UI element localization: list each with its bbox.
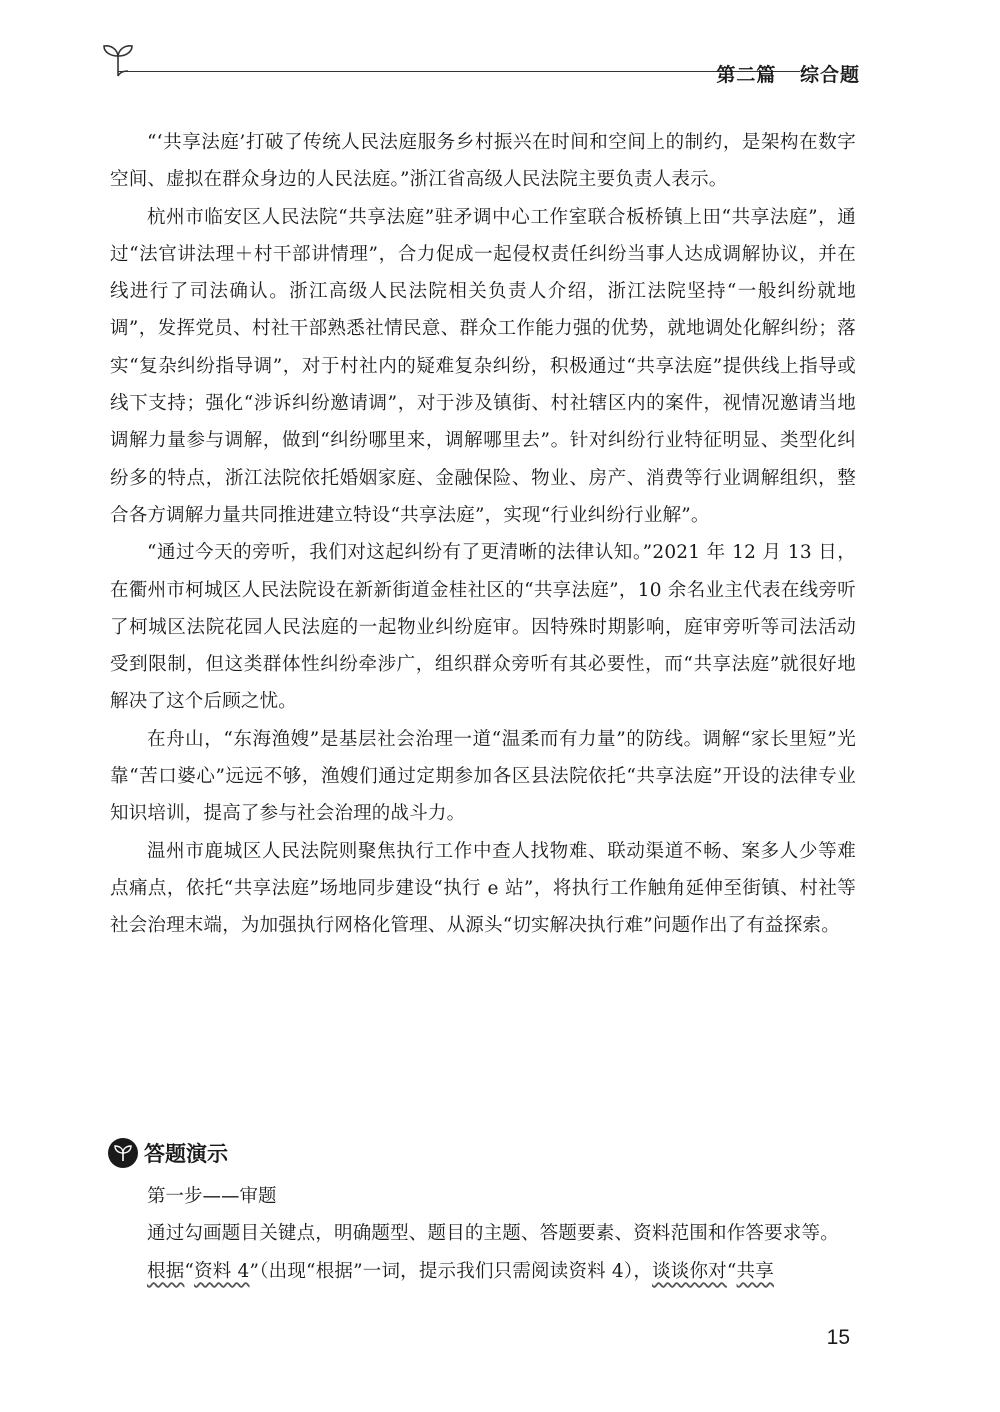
paragraph-4: 在舟山，“东海渔嫂”是基层社会治理一道“温柔而有力量”的防线。调解“家长里短”光靠“苦口婆心”远远不够，渔嫂们通过定期参加各区县法院依托“共享法庭”开设的法律专业知识培训，提高了参与社会治理的战斗力。 — [110, 728, 856, 825]
sprout-icon — [100, 40, 136, 80]
answer-section-body — [110, 1178, 856, 1290]
paragraph-5: 温州市鹿城区人民法院则聚焦执行工作中查人找物难、联动渠道不畅、案多人少等难点痛点，依托“共享法庭”场地同步建设“执行 e 站”，将执行工作触角延伸至街镇、村社等社会治理末端，为加强执行网格化管理、从源头“切实解决执行难”问题作出了有益探索。 — [110, 840, 856, 937]
page-header — [100, 40, 860, 90]
keyword-genju: 根据 — [147, 1260, 185, 1282]
keyword-share: 共享 — [736, 1260, 774, 1282]
header-rule — [118, 71, 800, 72]
paragraph-2: 杭州市临安区人民法院“共享法庭”驻矛调中心工作室联合板桥镇上田“共享法庭”，通过“法官讲法理＋村干部讲情理”，合力促成一起侵权责任纠纷当事人达成调解协议，并在线进行了司法确认。浙江高级人民法院相关负责人介绍，浙江法院坚持“一般纠纷就地调”，发挥党员、村社干部熟悉社情民意、群众工作能力强的优势，就地调处化解纠纷；落实“复杂纠纷指导调”，对于村社内的疑难复杂纠纷，积极通过“共享法庭”提供线上指导或线下支持；强化“涉诉纠纷邀请调”，对于涉及镇街、村社辖区内的案件，视情况邀请当地调解力量参与调解，做到“纠纷哪里来，调解哪里去”。针对纠纷行业特征明显、类型化纠纷多的特点，浙江法院依托婚姻家庭、金融保险、物业、房产、消费等行业调解组织，整合各方调解力量共同推进建立特设“共享法庭”，实现“行业纠纷行业解”。 — [110, 206, 856, 526]
question-text-1: “ — [184, 1260, 195, 1282]
chapter-section: 综合题 — [799, 64, 860, 86]
page-number: 15 — [826, 1326, 850, 1349]
keyword-material: 资料 4 — [194, 1260, 250, 1282]
answer-section-heading — [108, 1135, 228, 1171]
paragraph-3: “通过今天的旁听，我们对这起纠纷有了更清晰的法律认知。”2021 年 12 月 13 日，在衢州市柯城区人民法院设在新新街道金桂社区的“共享法庭”，10 余名业主代表在线旁听了柯城区法院花园人民法庭的一起物业纠纷庭审。因特殊时期影响，庭审旁听等司法活动受到限制，但这类群体性纠纷牵涉广，组织群众旁听有其必要性，而“共享法庭”就很好地解决了这个后顾之忧。 — [110, 542, 856, 713]
question-text-3: “ — [726, 1260, 737, 1282]
step-title: 第一步——审题 — [147, 1186, 277, 1207]
keyword-discuss: 谈谈你对 — [652, 1260, 727, 1282]
chapter-title — [700, 60, 860, 87]
paragraph-1: “‘共享法庭’打破了传统人民法庭服务乡村振兴在时间和空间上的制约，是架构在数字空间、虚拟在群众身边的人民法庭。”浙江省高级人民法院主要负责人表示。 — [110, 132, 856, 191]
article-body — [110, 124, 856, 945]
question-line — [110, 1253, 856, 1290]
chapter-part: 第二篇 — [716, 64, 777, 86]
leaf-circle-icon — [108, 1138, 138, 1168]
question-text-2: ”（出现“根据”一词，提示我们只需阅读资料 4）， — [249, 1260, 653, 1282]
step-intro: 通过勾画题目关键点，明确题型、题目的主题、答题要素、资料范围和作答要求等。 — [147, 1223, 839, 1245]
answer-section-title: 答题演示 — [144, 1142, 228, 1166]
